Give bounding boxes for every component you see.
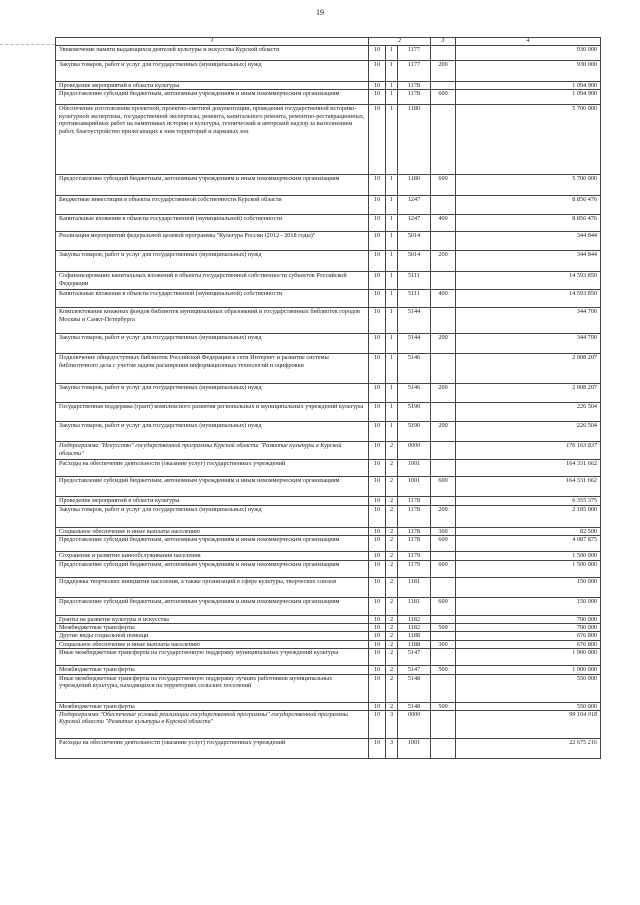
row-expense-type: 500 (431, 624, 456, 632)
row-code-section: 10 (369, 175, 386, 196)
table-row (56, 354, 601, 384)
row-amount: 700 000 (456, 624, 601, 632)
row-expense-type (431, 739, 456, 759)
row-expense-type: 500 (431, 702, 456, 710)
row-amount: 1 094 900 (456, 82, 601, 90)
row-expense-type: 200 (431, 61, 456, 82)
table-row (56, 497, 601, 505)
row-expense-type (431, 674, 456, 702)
row-code-section: 10 (369, 640, 386, 648)
row-code-article: 1180 (398, 175, 431, 196)
table-row (56, 215, 601, 232)
row-code-subsection: 1 (386, 175, 398, 196)
row-code-article: 5144 (398, 308, 431, 334)
row-expense-type (431, 632, 456, 640)
row-name: Расходы на обеспечение деятельности (оказание услуг) государственных учреждений (56, 460, 369, 477)
row-code-section: 10 (369, 308, 386, 334)
row-code-article: 5147 (398, 666, 431, 674)
row-code-subsection: 1 (386, 251, 398, 272)
row-expense-type: 200 (431, 334, 456, 354)
row-code-subsection: 2 (386, 527, 398, 535)
row-expense-type: 300 (431, 527, 456, 535)
row-code-subsection: 1 (386, 354, 398, 384)
row-code-subsection: 1 (386, 105, 398, 175)
row-code-article: 5111 (398, 290, 431, 308)
row-name: Предоставление субсидий бюджетным, автономным учреждениям и иным некоммерческим организациям (56, 597, 369, 615)
row-code-section: 10 (369, 442, 386, 460)
table-row (56, 577, 601, 597)
row-expense-type (431, 105, 456, 175)
row-expense-type: 600 (431, 560, 456, 577)
row-amount: 1 094 900 (456, 90, 601, 105)
row-code-article: 1182 (398, 615, 431, 623)
row-name: Предоставление субсидий бюджетным, автономным учреждениям и иным некоммерческим организациям (56, 536, 369, 552)
budget-table (55, 37, 601, 759)
row-expense-type (431, 649, 456, 666)
row-code-section: 10 (369, 384, 386, 403)
row-code-section: 10 (369, 354, 386, 384)
row-amount: 550 000 (456, 674, 601, 702)
table-row (56, 477, 601, 497)
row-amount: 226 504 (456, 403, 601, 422)
row-code-article: 1247 (398, 196, 431, 215)
row-amount: 99 104 018 (456, 711, 601, 739)
row-code-section: 10 (369, 460, 386, 477)
row-amount: 14 593 850 (456, 290, 601, 308)
row-expense-type (431, 308, 456, 334)
row-expense-type: 600 (431, 477, 456, 497)
row-amount: 676 800 (456, 640, 601, 648)
table-row (56, 527, 601, 535)
row-code-subsection: 2 (386, 497, 398, 505)
row-code-article: 1188 (398, 640, 431, 648)
row-expense-type: 300 (431, 640, 456, 648)
row-amount: 22 675 216 (456, 739, 601, 759)
row-code-article: 1247 (398, 215, 431, 232)
table-row (56, 552, 601, 560)
row-code-subsection: 1 (386, 46, 398, 61)
row-code-section: 10 (369, 577, 386, 597)
row-code-subsection: 2 (386, 624, 398, 632)
table-row (56, 308, 601, 334)
table-row (56, 232, 601, 251)
row-code-article: 5146 (398, 354, 431, 384)
row-code-section: 10 (369, 196, 386, 215)
row-code-article: 5148 (398, 674, 431, 702)
row-code-section: 10 (369, 251, 386, 272)
row-code-subsection: 1 (386, 422, 398, 442)
row-expense-type: 500 (431, 666, 456, 674)
table-row (56, 442, 601, 460)
row-code-article: 1178 (398, 505, 431, 527)
row-name: Бюджетные инвестиции в объекты государственной собственности Курской области (56, 196, 369, 215)
row-amount: 2 185 000 (456, 505, 601, 527)
row-code-article: 1178 (398, 82, 431, 90)
row-name: Предоставление субсидий бюджетным, автономным учреждениям и иным некоммерческим организациям (56, 560, 369, 577)
row-code-article: 1177 (398, 46, 431, 61)
header-col-1: 1 (56, 38, 369, 46)
row-name: Проведение мероприятий в области культуры (56, 82, 369, 90)
row-amount: 1 900 000 (456, 649, 601, 666)
row-amount: 344 700 (456, 308, 601, 334)
row-name: Предоставление субсидий бюджетным, автономным учреждениям и иным некоммерческим организациям (56, 90, 369, 105)
row-code-section: 10 (369, 666, 386, 674)
row-expense-type (431, 460, 456, 477)
row-code-subsection: 2 (386, 702, 398, 710)
table-row (56, 290, 601, 308)
table-row (56, 536, 601, 552)
row-amount: 1 900 000 (456, 666, 601, 674)
table-row (56, 640, 601, 648)
row-name: Межбюджетные трансферты (56, 702, 369, 710)
table-row (56, 272, 601, 290)
table-row (56, 460, 601, 477)
row-amount: 1 500 000 (456, 560, 601, 577)
row-code-subsection: 2 (386, 649, 398, 666)
table-row (56, 624, 601, 632)
row-name: Предоставление субсидий бюджетным, автономным учреждениям и иным некоммерческим организациям (56, 175, 369, 196)
row-code-article: 5146 (398, 384, 431, 403)
row-expense-type: 600 (431, 597, 456, 615)
row-name: Иные межбюджетные трансферты на государственную поддержку муниципальных учреждений культуры (56, 649, 369, 666)
row-code-article: 1178 (398, 527, 431, 535)
row-amount: 2 008 207 (456, 384, 601, 403)
row-amount: 82 500 (456, 527, 601, 535)
row-code-subsection: 2 (386, 460, 398, 477)
row-amount: 550 000 (456, 702, 601, 710)
row-expense-type: 600 (431, 175, 456, 196)
row-code-section: 10 (369, 82, 386, 90)
row-expense-type: 400 (431, 215, 456, 232)
row-expense-type: 600 (431, 536, 456, 552)
row-code-section: 10 (369, 403, 386, 422)
row-name: Межбюджетные трансферты (56, 624, 369, 632)
row-code-subsection: 1 (386, 403, 398, 422)
row-code-article: 5190 (398, 422, 431, 442)
table-header-row (56, 38, 601, 46)
row-amount: 150 000 (456, 597, 601, 615)
row-name: Капитальные вложения в объекты государственной (муниципальной) собственности (56, 215, 369, 232)
row-code-section: 10 (369, 597, 386, 615)
row-expense-type (431, 232, 456, 251)
row-code-article: 1181 (398, 577, 431, 597)
row-expense-type (431, 442, 456, 460)
row-amount: 5 700 000 (456, 105, 601, 175)
row-code-section: 10 (369, 674, 386, 702)
row-code-section: 10 (369, 560, 386, 577)
row-name: Комплектование книжных фондов библиотек муниципальных образований и государственных библиотек городов Москвы и Санкт-Петербурга (56, 308, 369, 334)
row-expense-type (431, 497, 456, 505)
row-code-section: 10 (369, 272, 386, 290)
table-row (56, 46, 601, 61)
row-code-article: 0000 (398, 442, 431, 460)
row-code-subsection: 1 (386, 334, 398, 354)
row-amount: 344 844 (456, 251, 601, 272)
row-amount: 1 500 000 (456, 552, 601, 560)
row-code-subsection: 2 (386, 505, 398, 527)
row-expense-type (431, 46, 456, 61)
row-name: Увековечение памяти выдающихся деятелей культуры и искусства Курской области (56, 46, 369, 61)
table-row (56, 251, 601, 272)
row-code-section: 10 (369, 232, 386, 251)
row-expense-type (431, 196, 456, 215)
row-code-article: 1179 (398, 560, 431, 577)
table-row (56, 649, 601, 666)
row-code-section: 10 (369, 702, 386, 710)
row-expense-type: 600 (431, 90, 456, 105)
row-code-article: 5147 (398, 649, 431, 666)
row-code-section: 10 (369, 477, 386, 497)
row-code-article: 0000 (398, 711, 431, 739)
row-name: Государственная поддержка (грант) комплексного развития региональных и муниципальных учреждений культуры (56, 403, 369, 422)
row-expense-type (431, 577, 456, 597)
row-code-section: 10 (369, 105, 386, 175)
row-name: Социальное обеспечение и иные выплаты населению (56, 527, 369, 535)
row-amount: 2 008 207 (456, 354, 601, 384)
row-expense-type (431, 354, 456, 384)
table-row (56, 105, 601, 175)
row-amount: 700 000 (456, 615, 601, 623)
header-col-4: 4 (456, 38, 601, 46)
row-code-subsection: 2 (386, 560, 398, 577)
row-name: Иные межбюджетные трансферты на государственную поддержку лучших работников муниципальных учреждений культуры, находящихся на территориях сельских поселений (56, 674, 369, 702)
row-code-section: 10 (369, 46, 386, 61)
row-amount: 8 856 476 (456, 215, 601, 232)
table-row (56, 615, 601, 623)
row-code-section: 10 (369, 624, 386, 632)
row-expense-type: 200 (431, 422, 456, 442)
row-name: Межбюджетные трансферты (56, 666, 369, 674)
row-code-subsection: 1 (386, 196, 398, 215)
row-name: Закупка товаров, работ и услуг для государственных (муниципальных) нужд (56, 422, 369, 442)
row-code-subsection: 1 (386, 215, 398, 232)
row-name: Гранты на развитие культуры и искусства (56, 615, 369, 623)
row-code-article: 1182 (398, 624, 431, 632)
row-code-article: 1177 (398, 61, 431, 82)
header-col-3: 3 (431, 38, 456, 46)
table-row (56, 632, 601, 640)
row-code-subsection: 3 (386, 711, 398, 739)
row-code-article: 1001 (398, 739, 431, 759)
row-code-subsection: 1 (386, 308, 398, 334)
row-name: Обеспечение изготовления проектной, проектно-сметной документации, проведения государственной историко-культурной экспертизы, государственной экспертизы, ремонта, капитального ремонта, ремонтно-реставрационных, противоаварийных работ на памятниках истории и культуры, технический и авторский надзор за выполнением работ, благоустройство прилегающих к ним территорий и парковых зон (56, 105, 369, 175)
row-code-section: 10 (369, 61, 386, 82)
row-code-subsection: 1 (386, 82, 398, 90)
row-amount: 930 000 (456, 46, 601, 61)
row-code-subsection: 1 (386, 61, 398, 82)
row-code-article: 5144 (398, 334, 431, 354)
table-row (56, 61, 601, 82)
row-amount: 6 355 375 (456, 497, 601, 505)
row-code-subsection: 2 (386, 536, 398, 552)
row-code-article: 1181 (398, 597, 431, 615)
row-expense-type: 200 (431, 384, 456, 403)
row-code-subsection: 1 (386, 90, 398, 105)
row-amount: 176 163 837 (456, 442, 601, 460)
row-code-subsection: 2 (386, 597, 398, 615)
table-row (56, 597, 601, 615)
row-code-section: 10 (369, 649, 386, 666)
table-row (56, 674, 601, 702)
row-name: Другие виды социальной помощи (56, 632, 369, 640)
row-code-article: 5111 (398, 272, 431, 290)
row-code-section: 10 (369, 215, 386, 232)
row-code-article: 5014 (398, 232, 431, 251)
table-row (56, 82, 601, 90)
table-row (56, 90, 601, 105)
row-code-section: 10 (369, 536, 386, 552)
row-code-section: 10 (369, 552, 386, 560)
row-code-section: 10 (369, 90, 386, 105)
row-code-subsection: 2 (386, 666, 398, 674)
row-name: Закупка товаров, работ и услуг для государственных (муниципальных) нужд (56, 251, 369, 272)
table-row (56, 560, 601, 577)
row-expense-type (431, 272, 456, 290)
row-code-subsection: 1 (386, 232, 398, 251)
row-code-article: 1001 (398, 460, 431, 477)
margin-dash-line (0, 44, 55, 45)
row-expense-type (431, 711, 456, 739)
row-code-article: 1178 (398, 497, 431, 505)
row-code-subsection: 2 (386, 632, 398, 640)
row-expense-type (431, 615, 456, 623)
row-code-article: 5190 (398, 403, 431, 422)
row-name: Закупка товаров, работ и услуг для государственных (муниципальных) нужд (56, 384, 369, 403)
row-code-subsection: 2 (386, 577, 398, 597)
row-amount: 344 844 (456, 232, 601, 251)
header-col-2: 2 (369, 38, 431, 46)
row-name: Подпрограмма "Искусство" государственной программы Курской области "Развитие культуры в Курской области" (56, 442, 369, 460)
row-code-section: 10 (369, 632, 386, 640)
row-name: Поддержка творческих инициатив населения, а также организаций в сфере культуры, творческих союзов (56, 577, 369, 597)
row-code-section: 10 (369, 290, 386, 308)
row-name: Закупка товаров, работ и услуг для государственных (муниципальных) нужд (56, 505, 369, 527)
table-row (56, 196, 601, 215)
table-row (56, 711, 601, 739)
row-code-section: 10 (369, 505, 386, 527)
row-code-section: 10 (369, 497, 386, 505)
table-row (56, 739, 601, 759)
row-name: Расходы на обеспечение деятельности (оказание услуг) государственных учреждений (56, 739, 369, 759)
row-name: Предоставление субсидий бюджетным, автономным учреждениям и иным некоммерческим организациям (56, 477, 369, 497)
row-amount: 164 331 662 (456, 477, 601, 497)
table-row (56, 384, 601, 403)
row-code-article: 1180 (398, 105, 431, 175)
row-amount: 676 800 (456, 632, 601, 640)
row-amount: 150 000 (456, 577, 601, 597)
row-name: Сохранение и развитие кинообслуживания населения (56, 552, 369, 560)
row-code-subsection: 2 (386, 477, 398, 497)
row-code-section: 10 (369, 711, 386, 739)
row-code-article: 5148 (398, 702, 431, 710)
row-name: Капитальные вложения в объекты государственной (муниципальной) собственности (56, 290, 369, 308)
row-code-article: 1001 (398, 477, 431, 497)
row-code-section: 10 (369, 334, 386, 354)
row-code-subsection: 3 (386, 739, 398, 759)
row-code-subsection: 2 (386, 552, 398, 560)
row-name: Софинансирование капитальных вложений в объекты государственной собственности субъектов Российской Федерации (56, 272, 369, 290)
row-expense-type (431, 82, 456, 90)
row-name: Подключение общедоступных библиотек Российской Федерации к сети Интернет и развитие системы библиотечного дела с учетом задачи расширения информационных технологий и оцифровки (56, 354, 369, 384)
row-code-subsection: 2 (386, 442, 398, 460)
row-name: Подпрограмма "Обеспечение условий реализации государственной программы" государственной программы Курской области "Развитие культуры в Курской области" (56, 711, 369, 739)
row-code-section: 10 (369, 422, 386, 442)
row-code-subsection: 1 (386, 290, 398, 308)
row-code-section: 10 (369, 615, 386, 623)
row-code-section: 10 (369, 527, 386, 535)
table-row (56, 666, 601, 674)
row-code-article: 1188 (398, 632, 431, 640)
row-expense-type (431, 552, 456, 560)
table-row (56, 334, 601, 354)
table-row (56, 422, 601, 442)
row-code-article: 1178 (398, 536, 431, 552)
row-amount: 4 087 875 (456, 536, 601, 552)
row-amount: 226 504 (456, 422, 601, 442)
row-expense-type: 200 (431, 251, 456, 272)
row-amount: 164 331 662 (456, 460, 601, 477)
row-amount: 344 700 (456, 334, 601, 354)
row-code-subsection: 2 (386, 640, 398, 648)
row-expense-type (431, 403, 456, 422)
row-expense-type: 200 (431, 505, 456, 527)
row-name: Реализация мероприятий федеральной целевой программы "Культура России (2012 - 2018 годы)" (56, 232, 369, 251)
row-code-article: 1178 (398, 90, 431, 105)
row-amount: 14 593 850 (456, 272, 601, 290)
row-code-section: 10 (369, 739, 386, 759)
table-row (56, 702, 601, 710)
table-row (56, 505, 601, 527)
row-name: Социальное обеспечение и иные выплаты населению (56, 640, 369, 648)
row-amount: 8 856 476 (456, 196, 601, 215)
row-code-article: 1179 (398, 552, 431, 560)
row-amount: 930 000 (456, 61, 601, 82)
row-name: Проведение мероприятий в области культуры (56, 497, 369, 505)
row-name: Закупка товаров, работ и услуг для государственных (муниципальных) нужд (56, 334, 369, 354)
page-number: 19 (316, 8, 324, 17)
row-expense-type: 400 (431, 290, 456, 308)
row-amount: 5 700 000 (456, 175, 601, 196)
row-code-article: 5014 (398, 251, 431, 272)
row-code-subsection: 2 (386, 615, 398, 623)
row-name: Закупка товаров, работ и услуг для государственных (муниципальных) нужд (56, 61, 369, 82)
table-row (56, 175, 601, 196)
row-code-subsection: 1 (386, 272, 398, 290)
table-row (56, 403, 601, 422)
row-code-subsection: 1 (386, 384, 398, 403)
row-code-subsection: 2 (386, 674, 398, 702)
